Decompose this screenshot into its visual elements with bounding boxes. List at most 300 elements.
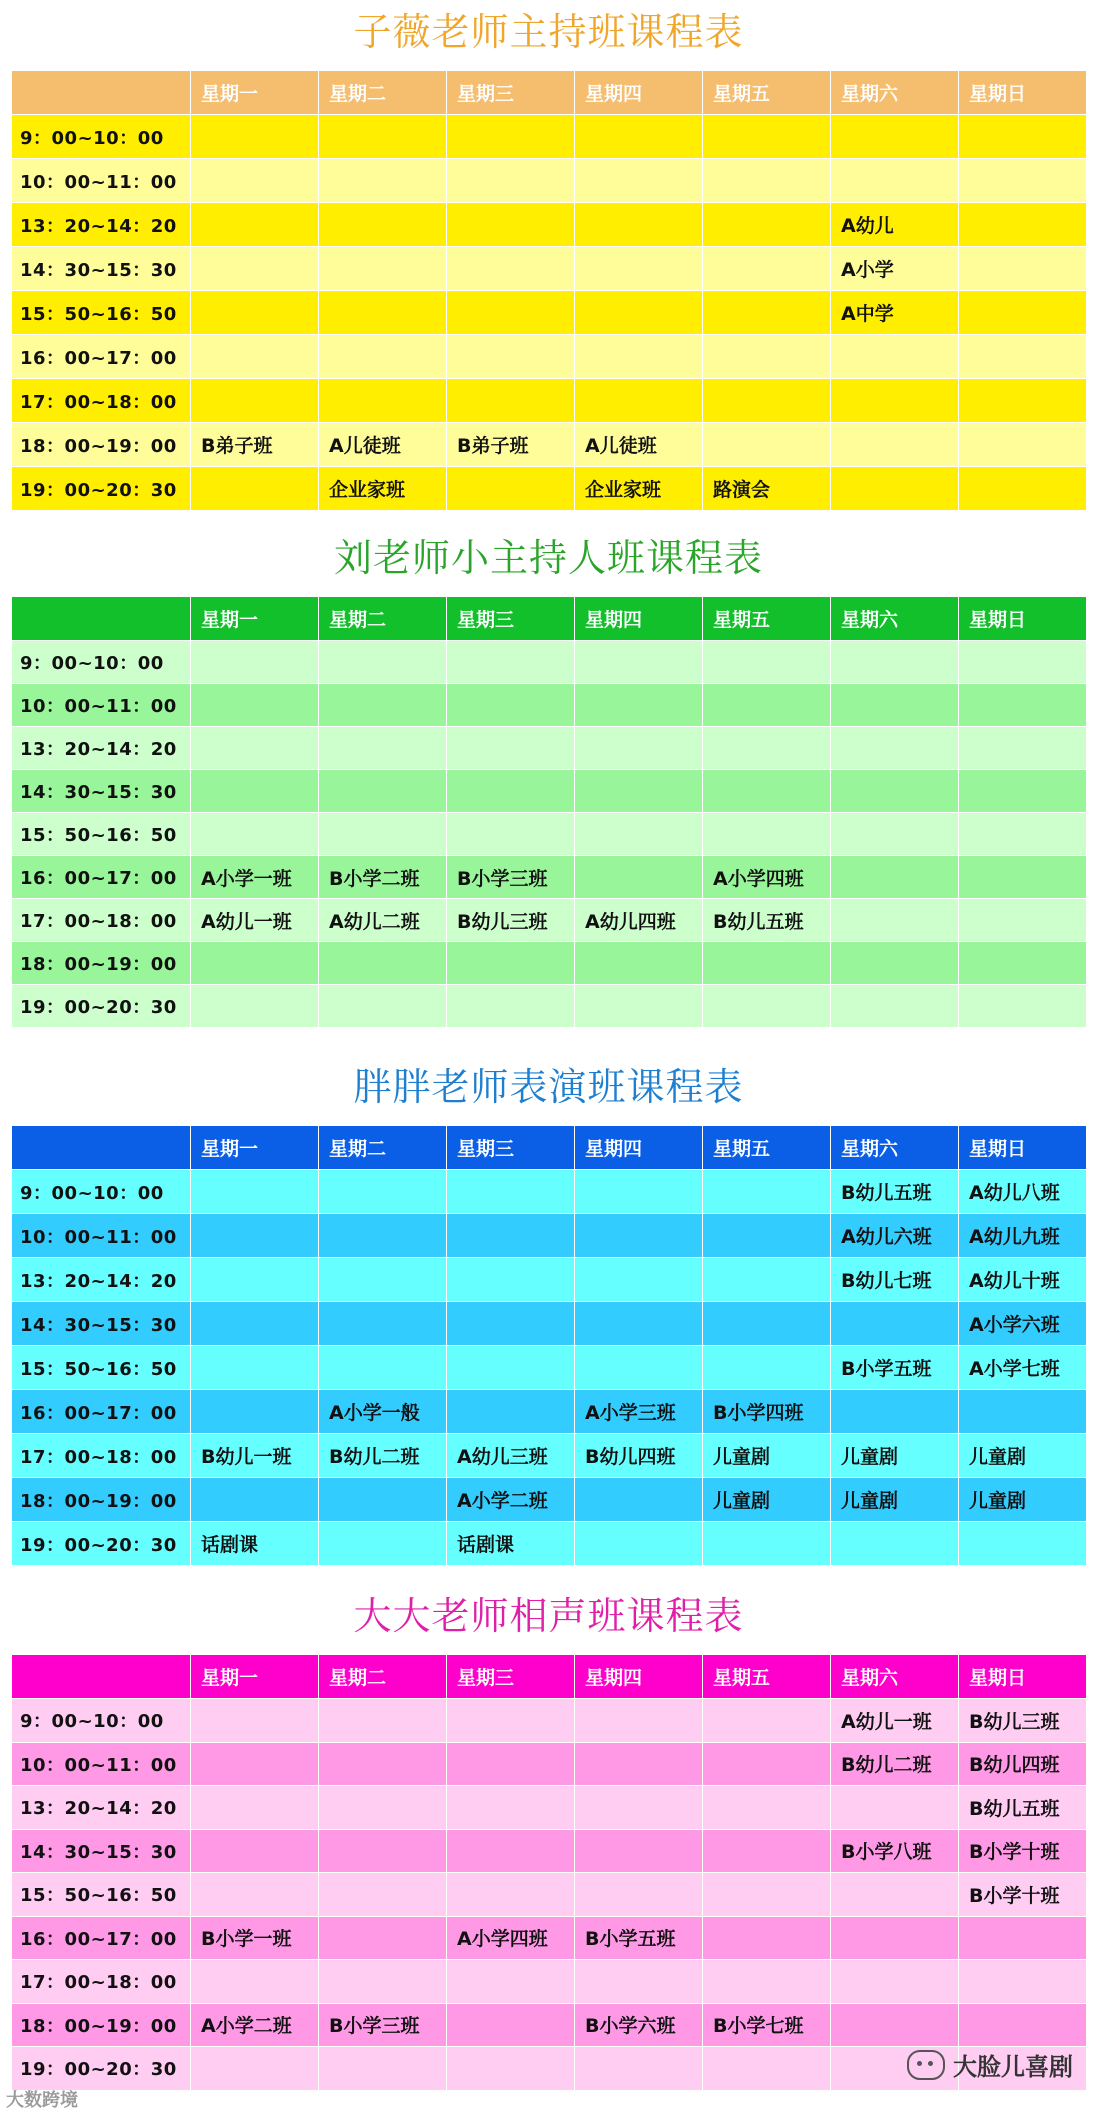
class-cell [959,159,1087,203]
class-cell [319,115,447,159]
class-cell: 话剧课 [447,1522,575,1566]
day-header: 星期日 [959,71,1087,115]
time-slot: 16：00~17：00 [12,1390,191,1434]
class-cell [831,942,959,985]
class-cell: 儿童剧 [703,1434,831,1478]
day-header: 星期日 [959,1126,1087,1170]
class-cell [319,247,447,291]
day-header: 星期五 [703,71,831,115]
class-cell [191,1258,319,1302]
time-slot: 17：00~18：00 [12,1434,191,1478]
table-row [12,159,1087,203]
class-cell [447,1170,575,1214]
class-cell [447,1829,575,1873]
class-cell: 儿童剧 [959,1434,1087,1478]
class-cell: B幼儿三班 [959,1699,1087,1743]
class-cell [447,1390,575,1434]
day-header: 星期三 [447,597,575,641]
class-cell [831,684,959,727]
time-slot: 17：00~18：00 [12,379,191,423]
table-row [12,684,1087,727]
class-cell [959,1960,1087,2004]
class-cell [831,115,959,159]
class-cell [703,1170,831,1214]
schedule-title: 胖胖老师表演班课程表 [353,1065,744,1109]
class-cell [319,1742,447,1786]
class-cell [447,1302,575,1346]
class-cell: B小学三班 [447,856,575,899]
class-cell [831,335,959,379]
class-cell [703,1258,831,1302]
class-cell [575,1302,703,1346]
time-slot: 14：30~15：30 [12,247,191,291]
schedule-table [11,1654,1087,2091]
class-cell [703,247,831,291]
time-slot: 19：00~20：30 [12,1522,191,1566]
class-cell [447,985,575,1028]
class-cell [447,684,575,727]
class-cell [575,291,703,335]
class-cell [831,1522,959,1566]
class-cell [575,856,703,899]
class-cell [191,379,319,423]
schedule-title: 子薇老师主持班课程表 [353,10,744,54]
class-cell: B幼儿二班 [831,1742,959,1786]
class-cell [831,1916,959,1960]
header-row [12,597,1087,641]
class-cell [703,379,831,423]
class-cell: A小学七班 [959,1346,1087,1390]
time-slot: 13：20~14：20 [12,727,191,770]
class-cell [191,203,319,247]
class-cell: 话剧课 [191,1522,319,1566]
class-cell [191,291,319,335]
class-cell [191,1829,319,1873]
table-row [12,813,1087,856]
class-cell [831,1390,959,1434]
time-slot: 10：00~11：00 [12,159,191,203]
table-row [12,1522,1087,1566]
class-cell: A小学三班 [575,1390,703,1434]
class-cell [703,942,831,985]
class-cell [703,1960,831,2004]
time-slot: 13：20~14：20 [12,1786,191,1830]
table-row [12,856,1087,899]
class-cell [319,291,447,335]
class-cell [319,1258,447,1302]
time-slot: 10：00~11：00 [12,684,191,727]
day-header: 星期四 [575,1126,703,1170]
class-cell [959,813,1087,856]
table-row [12,1214,1087,1258]
class-cell [191,727,319,770]
class-cell [575,1522,703,1566]
table-row [12,115,1087,159]
header-corner [12,597,191,641]
class-cell: A小学 [831,247,959,291]
class-cell [959,379,1087,423]
class-cell: A小学四班 [447,1916,575,1960]
header-row [12,1126,1087,1170]
class-cell [575,1699,703,1743]
class-cell [575,1214,703,1258]
table-row [12,1478,1087,1522]
class-cell: B弟子班 [447,423,575,467]
day-header: 星期日 [959,597,1087,641]
time-slot: 13：20~14：20 [12,203,191,247]
class-cell: B幼儿二班 [319,1434,447,1478]
class-cell [191,1170,319,1214]
time-slot: 10：00~11：00 [12,1214,191,1258]
class-cell [447,770,575,813]
class-cell [703,1302,831,1346]
class-cell [319,727,447,770]
class-cell: B小学十班 [959,1829,1087,1873]
schedule-table [11,1125,1087,1566]
class-cell [319,335,447,379]
class-cell [191,1390,319,1434]
class-cell [319,1522,447,1566]
class-cell [575,985,703,1028]
class-cell [831,1302,959,1346]
class-cell: A幼儿六班 [831,1214,959,1258]
day-header: 星期六 [831,1126,959,1170]
class-cell: 儿童剧 [959,1478,1087,1522]
time-slot: 13：20~14：20 [12,1258,191,1302]
class-cell [831,1960,959,2004]
class-cell: B小学三班 [319,2003,447,2047]
day-header: 星期六 [831,597,959,641]
table-row [12,379,1087,423]
class-cell: B幼儿三班 [447,899,575,942]
table-row [12,727,1087,770]
class-cell [191,1214,319,1258]
wechat-icon [907,2050,945,2080]
class-cell [703,727,831,770]
class-cell: B小学四班 [703,1390,831,1434]
class-cell [959,985,1087,1028]
class-cell [575,1742,703,1786]
schedule-title: 刘老师小主持人班课程表 [333,536,763,580]
time-slot: 18：00~19：00 [12,942,191,985]
class-cell [447,2003,575,2047]
day-header: 星期二 [319,1126,447,1170]
class-cell [959,1390,1087,1434]
time-slot: 17：00~18：00 [12,1960,191,2004]
class-cell [959,467,1087,511]
class-cell [447,1786,575,1830]
table-row [12,942,1087,985]
class-cell [575,770,703,813]
class-cell: A幼儿 [831,203,959,247]
class-cell [319,1346,447,1390]
class-cell [191,985,319,1028]
time-slot: 15：50~16：50 [12,1346,191,1390]
time-slot: 16：00~17：00 [12,1916,191,1960]
table-row [12,899,1087,942]
day-header: 星期三 [447,1655,575,1699]
class-cell [703,2047,831,2091]
table-row [12,1829,1087,1873]
class-cell [703,770,831,813]
class-cell [575,641,703,684]
table-row [12,1258,1087,1302]
class-cell [447,291,575,335]
day-header: 星期四 [575,1655,703,1699]
header-corner [12,71,191,115]
time-slot: 9：00~10：00 [12,115,191,159]
class-cell: B幼儿五班 [703,899,831,942]
class-cell [191,1786,319,1830]
table-row [12,1960,1087,2004]
time-slot: 18：00~19：00 [12,423,191,467]
class-cell [831,467,959,511]
time-slot: 16：00~17：00 [12,335,191,379]
class-cell: B小学十班 [959,1873,1087,1917]
class-cell: A幼儿三班 [447,1434,575,1478]
class-cell [831,770,959,813]
class-cell [703,1522,831,1566]
class-cell [319,1786,447,1830]
class-cell [831,899,959,942]
time-slot: 9：00~10：00 [12,641,191,684]
class-cell: A儿徒班 [319,423,447,467]
class-cell [191,1873,319,1917]
header-corner [12,1655,191,1699]
class-cell [703,115,831,159]
watermark-bottom: 大数跨境 [6,2090,78,2111]
class-cell [191,641,319,684]
class-cell [831,2003,959,2047]
day-header: 星期日 [959,1655,1087,1699]
table-row [12,985,1087,1028]
time-slot: 10：00~11：00 [12,1742,191,1786]
class-cell: A小学一班 [191,856,319,899]
table-row [12,1170,1087,1214]
class-cell [959,770,1087,813]
time-slot: 19：00~20：30 [12,2047,191,2091]
class-cell [319,2047,447,2091]
class-cell: B幼儿七班 [831,1258,959,1302]
class-cell [959,727,1087,770]
class-cell: B弟子班 [191,423,319,467]
class-cell [319,684,447,727]
table-row [12,641,1087,684]
class-cell [191,1742,319,1786]
class-cell [447,1960,575,2004]
class-cell [959,942,1087,985]
header-row [12,71,1087,115]
class-cell: 儿童剧 [831,1478,959,1522]
class-cell [319,641,447,684]
class-cell [319,1873,447,1917]
class-cell [191,1346,319,1390]
day-header: 星期一 [191,597,319,641]
time-slot: 19：00~20：30 [12,467,191,511]
class-cell [575,1786,703,1830]
class-cell [831,727,959,770]
class-cell [191,247,319,291]
table-row [12,1786,1087,1830]
class-cell [959,899,1087,942]
class-cell [575,1960,703,2004]
class-cell [447,1258,575,1302]
class-cell [191,770,319,813]
header-row [12,1655,1087,1699]
class-cell [703,291,831,335]
class-cell [191,2047,319,2091]
class-cell [319,770,447,813]
class-cell [831,856,959,899]
class-cell: B小学六班 [575,2003,703,2047]
class-cell [447,335,575,379]
class-cell [447,159,575,203]
class-cell [959,684,1087,727]
time-slot: 14：30~15：30 [12,770,191,813]
class-cell [575,247,703,291]
class-cell: A小学六班 [959,1302,1087,1346]
class-cell [831,641,959,684]
class-cell [575,1829,703,1873]
schedule-section [0,1055,1097,1556]
class-cell: A小学四班 [703,856,831,899]
class-cell [703,1699,831,1743]
day-header: 星期一 [191,1655,319,1699]
class-cell [575,942,703,985]
class-cell [319,379,447,423]
time-slot: 19：00~20：30 [12,985,191,1028]
class-cell [575,813,703,856]
table-row [12,291,1087,335]
class-cell: B小学七班 [703,2003,831,2047]
table-row [12,1390,1087,1434]
class-cell [319,1170,447,1214]
class-cell: B幼儿五班 [831,1170,959,1214]
time-slot: 9：00~10：00 [12,1699,191,1743]
table-row [12,1346,1087,1390]
time-slot: 18：00~19：00 [12,1478,191,1522]
class-cell: B幼儿一班 [191,1434,319,1478]
class-cell [191,159,319,203]
class-cell [703,1873,831,1917]
class-cell [959,2003,1087,2047]
class-cell [447,1346,575,1390]
time-slot: 14：30~15：30 [12,1302,191,1346]
day-header: 星期六 [831,1655,959,1699]
class-cell: A幼儿四班 [575,899,703,942]
table-row [12,203,1087,247]
day-header: 星期五 [703,597,831,641]
class-cell [831,1873,959,1917]
day-header: 星期一 [191,1126,319,1170]
table-row [12,1434,1087,1478]
table-row [12,423,1087,467]
class-cell [447,1214,575,1258]
class-cell: A幼儿九班 [959,1214,1087,1258]
class-cell: A小学二班 [191,2003,319,2047]
class-cell: A幼儿八班 [959,1170,1087,1214]
class-cell [575,1478,703,1522]
class-cell [447,1873,575,1917]
class-cell [447,247,575,291]
class-cell [959,1522,1087,1566]
class-cell [319,1302,447,1346]
schedule-table [11,596,1087,1028]
table-row [12,1742,1087,1786]
class-cell: B小学八班 [831,1829,959,1873]
class-cell [959,335,1087,379]
class-cell [319,985,447,1028]
class-cell [447,1742,575,1786]
class-cell [703,203,831,247]
day-header: 星期五 [703,1655,831,1699]
class-cell [575,1346,703,1390]
class-cell [575,1170,703,1214]
table-row [12,1699,1087,1743]
class-cell [447,115,575,159]
time-slot: 14：30~15：30 [12,1829,191,1873]
class-cell [319,813,447,856]
table-row [12,2003,1087,2047]
class-cell [191,1960,319,2004]
class-cell [447,727,575,770]
class-cell: A幼儿二班 [319,899,447,942]
schedule-section [0,0,1097,501]
class-cell [319,203,447,247]
table-row [12,247,1087,291]
class-cell: B小学五班 [831,1346,959,1390]
table-row [12,1873,1087,1917]
class-cell: 路演会 [703,467,831,511]
class-cell: 企业家班 [575,467,703,511]
class-cell [447,813,575,856]
class-cell [319,1960,447,2004]
class-cell [703,335,831,379]
class-cell [191,684,319,727]
schedule-title: 大大老师相声班课程表 [353,1594,744,1638]
class-cell [575,684,703,727]
class-cell [447,641,575,684]
day-header: 星期六 [831,71,959,115]
class-cell [447,942,575,985]
day-header: 星期二 [319,597,447,641]
class-cell [703,641,831,684]
class-cell [703,985,831,1028]
class-cell [575,335,703,379]
schedule-table [11,70,1087,511]
class-cell [575,1258,703,1302]
class-cell: A幼儿一班 [191,899,319,942]
class-cell: 企业家班 [319,467,447,511]
class-cell [575,1873,703,1917]
class-cell [191,942,319,985]
table-row [12,1302,1087,1346]
class-cell [703,1742,831,1786]
class-cell [319,159,447,203]
class-cell [831,423,959,467]
class-cell: A中学 [831,291,959,335]
class-cell [959,641,1087,684]
class-cell [319,1829,447,1873]
day-header: 星期三 [447,1126,575,1170]
class-cell: A儿徒班 [575,423,703,467]
class-cell [959,291,1087,335]
time-slot: 15：50~16：50 [12,291,191,335]
day-header: 星期三 [447,71,575,115]
class-cell [319,1916,447,1960]
day-header: 星期四 [575,597,703,641]
time-slot: 16：00~17：00 [12,856,191,899]
